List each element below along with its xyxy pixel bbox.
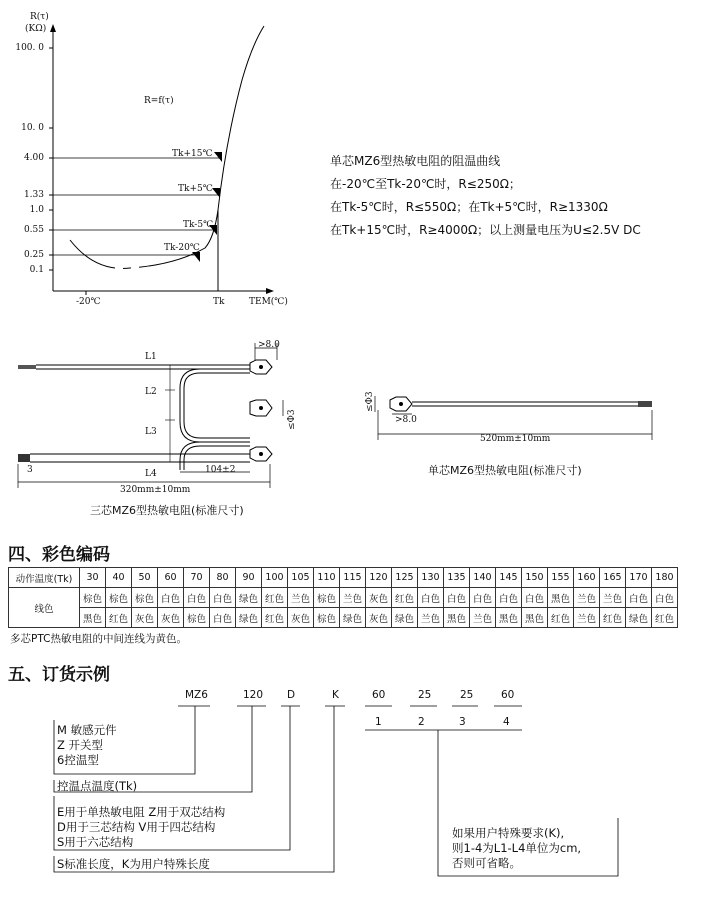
order-part-k: K [332, 689, 339, 701]
rt-curve-graph [0, 0, 300, 320]
color-code-table [8, 567, 678, 628]
color-cell: 黑色 [80, 608, 106, 628]
color-cell: 棕色 [80, 588, 106, 608]
y-tick-0.1: 0.1 [29, 265, 44, 275]
three-core-dim-104: 104±2 [205, 465, 236, 475]
order-special-note [452, 826, 581, 871]
rt-note-3: 在Tk+15℃时，R≥4000Ω；以上测量电压为U≤2.5V DC [330, 223, 641, 237]
index-4: 4 [503, 716, 510, 728]
rt-note-2: 在Tk-5℃时，R≤550Ω；在Tk+5℃时，R≥1330Ω [330, 200, 608, 214]
x-axis-arrow [266, 288, 274, 294]
color-cell: 兰色 [418, 608, 444, 628]
marker-label-tk+5: Tk+5℃ [178, 184, 213, 194]
y-tick-1.0: 1.0 [29, 205, 44, 215]
label-l4: L4 [145, 469, 157, 479]
temp-cell: 140 [470, 568, 496, 588]
order-block-structure-line1: E用于单热敏电阻 Z用于双芯结构 [57, 805, 226, 819]
section4-note: 多芯PTC热敏电阻的中间连线为黄色。 [10, 633, 187, 645]
color-cell: 黑色 [548, 588, 574, 608]
color-cell: 白色 [158, 588, 184, 608]
three-core-drawing [0, 330, 320, 500]
temp-cell: 145 [496, 568, 522, 588]
y-tick-0.55: 0.55 [23, 225, 44, 235]
color-cell: 白色 [184, 588, 210, 608]
order-block-structure [57, 805, 225, 850]
three-core-dim-top: >8.0 [258, 340, 280, 350]
temp-cell: 100 [262, 568, 288, 588]
temp-cell: 170 [626, 568, 652, 588]
temp-cell: 80 [210, 568, 236, 588]
color-cell: 棕色 [184, 608, 210, 628]
x-tick-tk: Tk [213, 297, 225, 307]
order-part-l3: 25 [460, 689, 474, 701]
order-block-type-line1: M 敏感元件 [57, 723, 117, 737]
bead-1 [250, 360, 272, 374]
color-cell: 兰色 [288, 588, 314, 608]
color-cell: 红色 [106, 608, 132, 628]
order-block-structure-line2: D用于三芯结构 V用于四芯结构 [57, 820, 216, 834]
temp-cell: 160 [574, 568, 600, 588]
temp-cell: 30 [80, 568, 106, 588]
color-row-1 [9, 588, 678, 608]
order-block-type [57, 723, 117, 768]
temp-cell: 120 [366, 568, 392, 588]
temp-cell: 165 [600, 568, 626, 588]
color-cell: 白色 [522, 588, 548, 608]
color-cell: 棕色 [106, 588, 132, 608]
color-cell: 白色 [444, 588, 470, 608]
color-cell: 棕色 [314, 608, 340, 628]
formula: R=f(τ) [144, 96, 174, 106]
bead-3 [250, 447, 272, 461]
color-cell: 红色 [652, 608, 678, 628]
color-cell: 绿色 [626, 608, 652, 628]
color-cell: 灰色 [366, 588, 392, 608]
order-part-mz6: MZ6 [185, 689, 208, 701]
temp-cell: 110 [314, 568, 340, 588]
order-part-l1: 60 [372, 689, 386, 701]
marker-label-tk-5: Tk-5℃ [183, 220, 214, 230]
temp-cell: 115 [340, 568, 366, 588]
y-tick-10: 10. 0 [21, 123, 44, 133]
color-cell: 白色 [418, 588, 444, 608]
label-l1: L1 [145, 352, 157, 362]
color-cell: 白色 [496, 588, 522, 608]
x-tick-minus20: -20℃ [76, 297, 101, 307]
color-cell: 红色 [262, 608, 288, 628]
color-cell: 绿色 [236, 608, 262, 628]
y-tick-0.25: 0.25 [23, 250, 44, 260]
three-core-dim-dia: ≤Φ3 [287, 409, 297, 430]
color-cell: 黑色 [522, 608, 548, 628]
x-axis-label: TEM(℃) [249, 297, 288, 307]
temp-cell: 125 [392, 568, 418, 588]
color-cell: 白色 [652, 588, 678, 608]
order-part-l4: 60 [501, 689, 515, 701]
y-tick-4: 4.00 [23, 153, 44, 163]
color-cell: 绿色 [236, 588, 262, 608]
order-special-line2: 则1-4为L1-L4单位为cm, [452, 841, 582, 855]
order-block-type-line2: Z 开关型 [57, 738, 104, 752]
section4-title: 四、彩色编码 [8, 545, 110, 565]
y-tick-1.33: 1.33 [23, 190, 44, 200]
order-part-d: D [287, 689, 296, 701]
three-core-dim-3: 3 [27, 465, 33, 475]
index-2: 2 [418, 716, 425, 728]
marker-label-tk+15: Tk+15℃ [172, 149, 213, 159]
color-cell: 红色 [600, 608, 626, 628]
order-block-temp: 控温点温度(Tk) [57, 779, 138, 793]
index-3: 3 [459, 716, 466, 728]
color-cell: 白色 [626, 588, 652, 608]
color-cell: 白色 [470, 588, 496, 608]
color-cell: 兰色 [574, 608, 600, 628]
three-core-caption: 三芯MZ6型热敏电阻(标准尺寸) [90, 504, 244, 517]
color-row-2 [9, 608, 678, 628]
color-cell: 灰色 [158, 608, 184, 628]
temp-cell: 60 [158, 568, 184, 588]
order-block-structure-line3: S用于六芯结构 [57, 835, 134, 849]
y-axis-label: R(τ) [30, 12, 49, 22]
temp-cell: 155 [548, 568, 574, 588]
color-cell: 灰色 [366, 608, 392, 628]
temp-cell: 105 [288, 568, 314, 588]
color-cell: 灰色 [132, 608, 158, 628]
y-axis-arrow [50, 24, 56, 32]
temp-cell: 70 [184, 568, 210, 588]
single-core-dim-8: >8.0 [395, 415, 417, 425]
color-cell: 兰色 [470, 608, 496, 628]
label-l3: L3 [145, 427, 157, 437]
color-cell: 兰色 [340, 588, 366, 608]
temp-cell: 130 [418, 568, 444, 588]
single-core-caption: 单芯MZ6型热敏电阻(标准尺寸) [428, 464, 582, 477]
color-cell: 红色 [392, 588, 418, 608]
marker-tk+5 [212, 188, 220, 198]
label-l2: L2 [145, 387, 157, 397]
single-core-dim-length: 520mm±10mm [480, 434, 551, 444]
order-special-line1: 如果用户特殊要求(K), [452, 826, 565, 840]
color-cell: 黑色 [444, 608, 470, 628]
marker-label-tk-20: Tk-20℃ [164, 243, 200, 253]
temp-cell: 180 [652, 568, 678, 588]
color-cell: 兰色 [600, 588, 626, 608]
section5-title: 五、订货示例 [8, 665, 110, 685]
color-cell: 黑色 [496, 608, 522, 628]
y-axis-unit: (KΩ) [25, 24, 47, 34]
color-cell: 红色 [262, 588, 288, 608]
single-core-dim-dia: ≤Φ3 [365, 391, 375, 412]
rt-note-1: 在-20℃至Tk-20℃时，R≤250Ω； [330, 177, 521, 191]
color-cell: 白色 [210, 608, 236, 628]
order-part-120: 120 [243, 689, 264, 701]
color-cell: 兰色 [574, 588, 600, 608]
color-cell: 棕色 [132, 588, 158, 608]
marker-tk+15 [214, 152, 222, 162]
three-core-dim-320: 320mm±10mm [120, 485, 191, 495]
color-cell: 绿色 [392, 608, 418, 628]
temp-row-header: 动作温度(Tk) [9, 568, 80, 588]
order-part-l2: 25 [418, 689, 432, 701]
temp-cell: 90 [236, 568, 262, 588]
temp-cell: 50 [132, 568, 158, 588]
temp-cell: 40 [106, 568, 132, 588]
bead-2 [250, 400, 272, 416]
index-1: 1 [375, 716, 382, 728]
rt-curve [70, 26, 264, 268]
color-cell: 绿色 [340, 608, 366, 628]
color-row-label: 线色 [9, 588, 80, 628]
temp-row [9, 568, 678, 588]
y-tick-100: 100. 0 [15, 43, 44, 53]
temp-cell: 150 [522, 568, 548, 588]
order-block-length: S标准长度，K为用户特殊长度 [57, 857, 210, 871]
color-cell: 红色 [548, 608, 574, 628]
color-cell: 白色 [210, 588, 236, 608]
temp-cell: 135 [444, 568, 470, 588]
order-block-type-line3: 6控温型 [57, 753, 99, 767]
rt-note-title: 单芯MZ6型热敏电阻的阻温曲线 [330, 154, 501, 168]
color-cell: 棕色 [314, 588, 340, 608]
order-special-line3: 否则可省略。 [452, 856, 521, 870]
color-cell: 灰色 [288, 608, 314, 628]
rt-notes [330, 150, 641, 242]
